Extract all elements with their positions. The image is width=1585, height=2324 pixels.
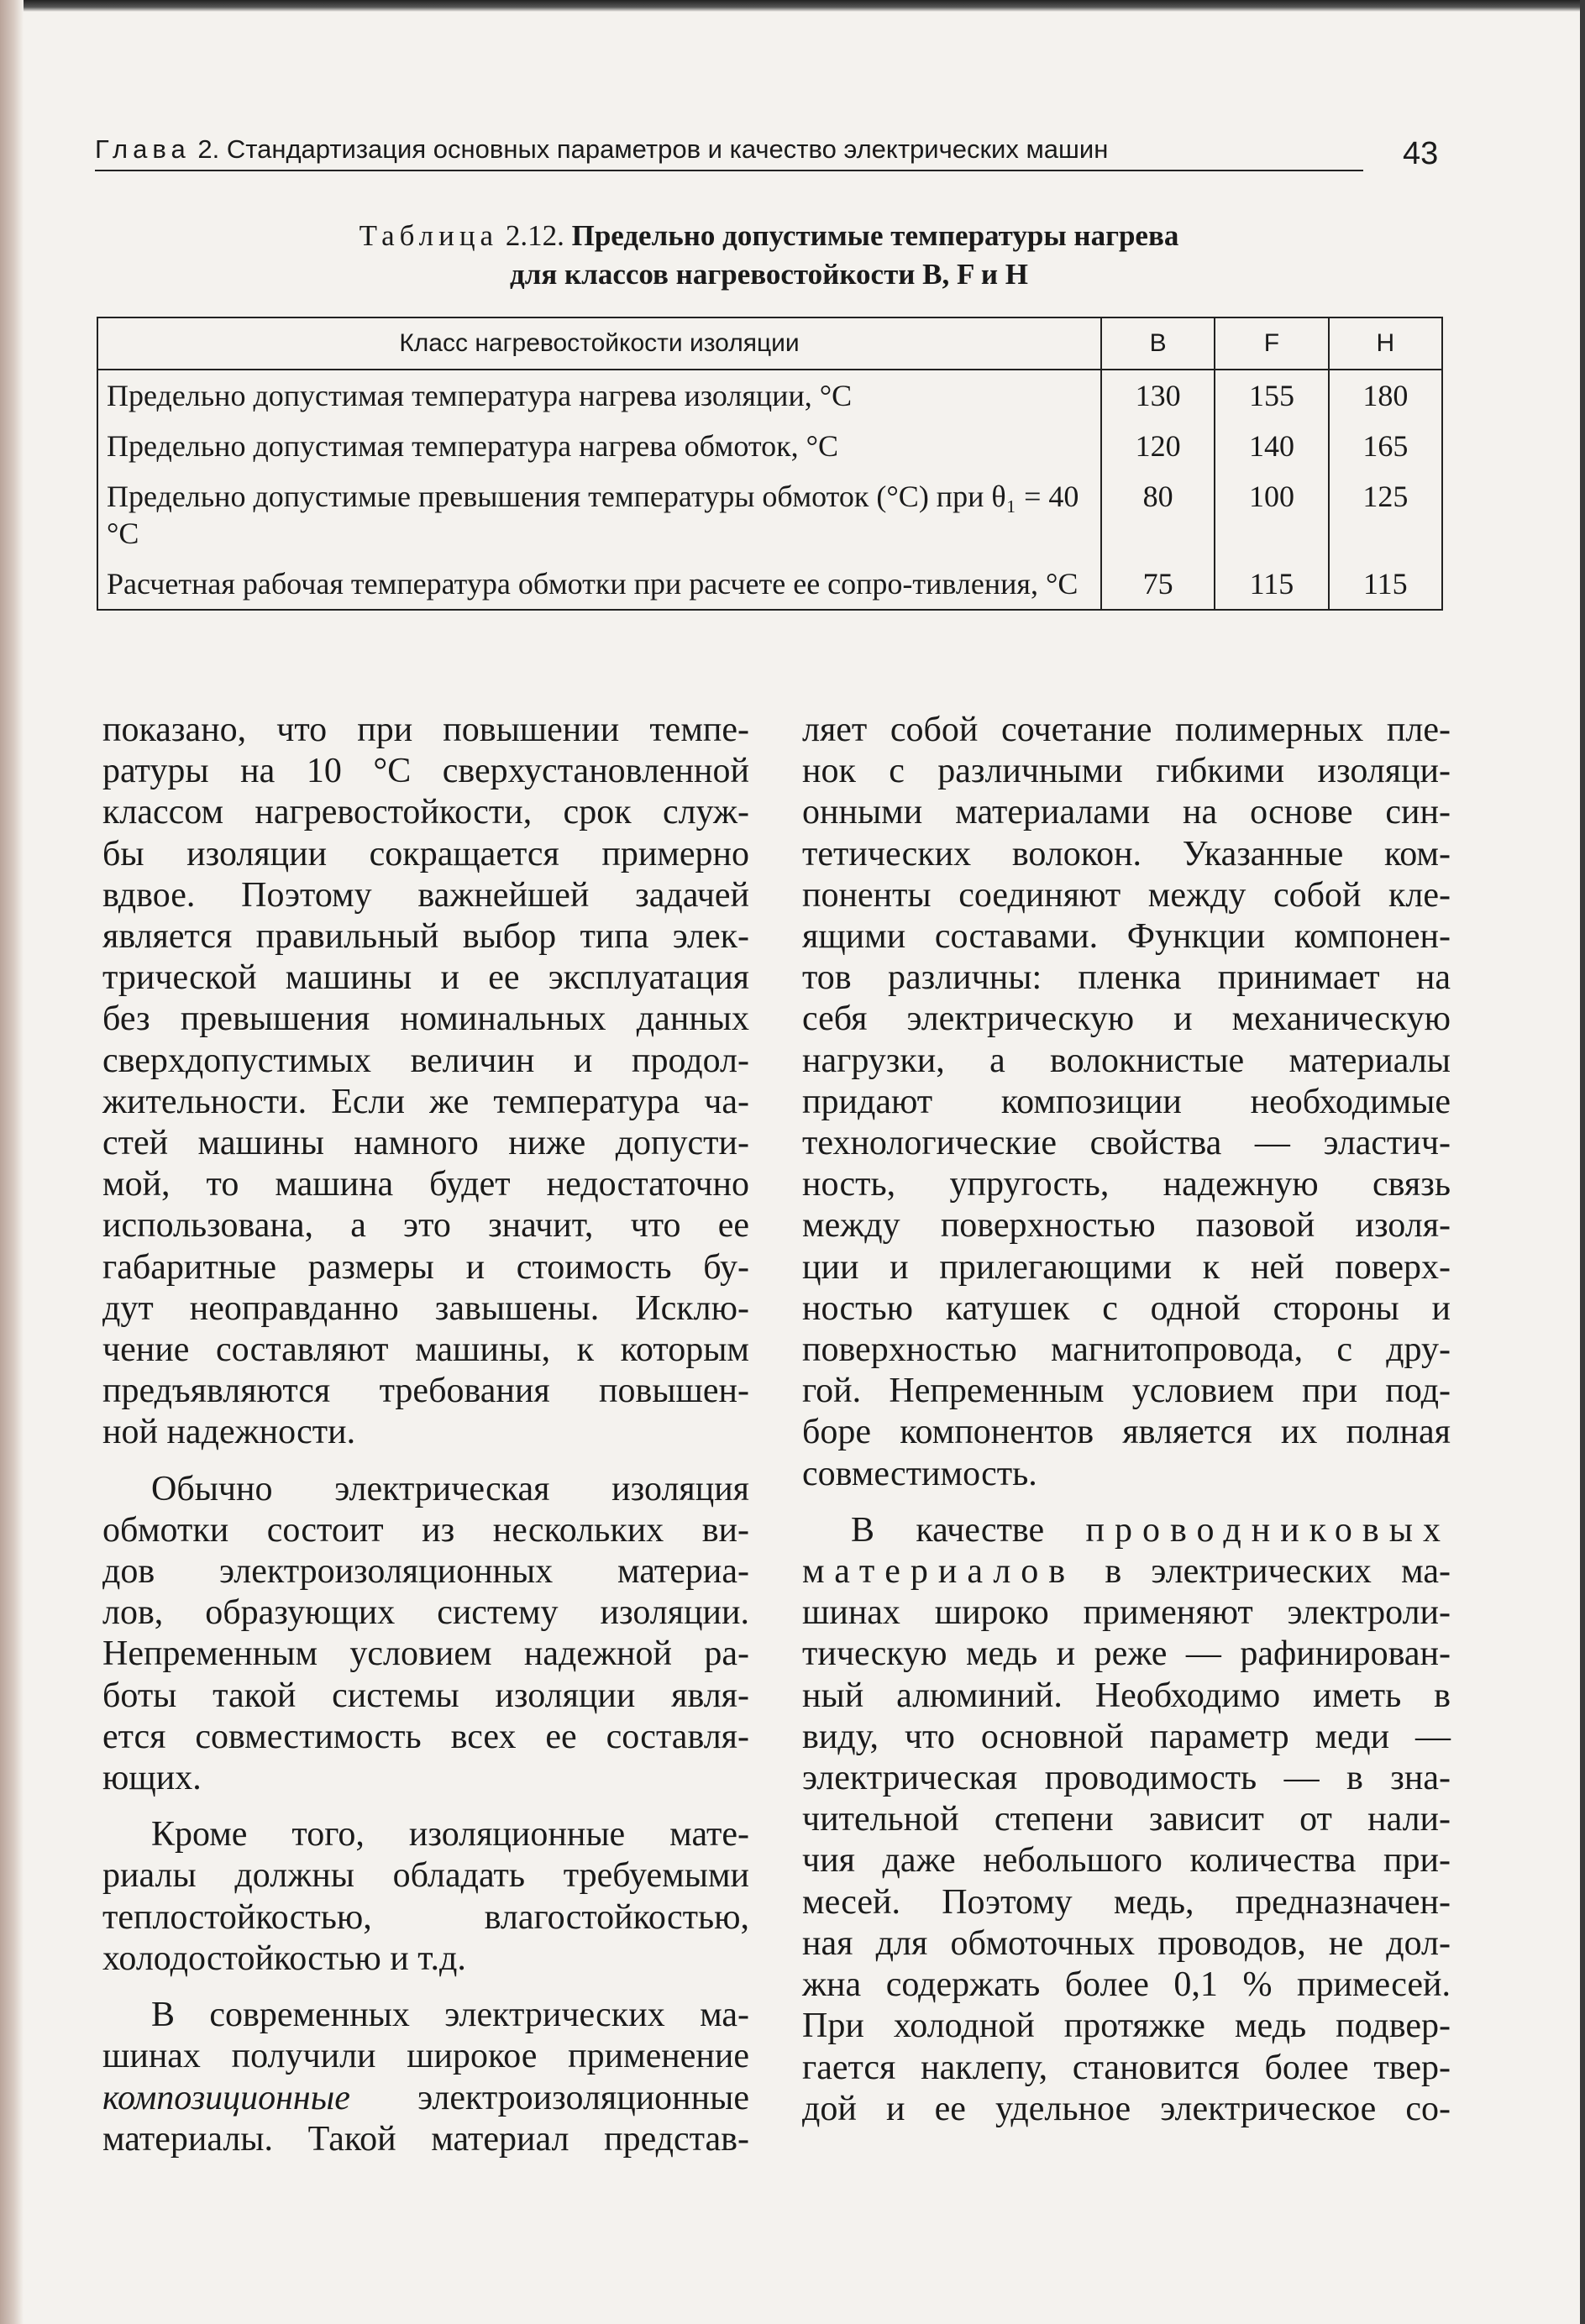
paragraph: [102, 1814, 749, 1980]
column-header-f: F: [1215, 317, 1328, 370]
right-text-column: [802, 710, 1451, 2130]
paragraph-lines: [802, 1592, 1451, 2130]
text-line: придают композиции необходимые: [802, 1082, 1451, 1121]
text-line: гой. Непременным условием при под-: [802, 1372, 1451, 1411]
cell-f: 155: [1215, 370, 1328, 421]
table-row: [97, 471, 1442, 559]
text-line: ции и прилегающими к ней поверх-: [802, 1247, 1451, 1287]
book-spine-shadow: [0, 0, 24, 2324]
text-line: дут неоправданно завышены. Исклю-: [102, 1288, 749, 1328]
text-line: ный алюминий. Необходимо иметь в: [802, 1676, 1451, 1715]
text-line: ностью катушек с одной стороны и: [802, 1288, 1451, 1328]
text-line: Обычно электрическая изоляция: [151, 1469, 749, 1508]
row-label: Предельно допустимая температура нагрева обмоток, °С: [97, 421, 1101, 471]
text-line: [802, 1510, 1451, 1551]
text-line: лов, образующих систему изоляции.: [102, 1593, 749, 1633]
row-label: Предельно допустимая температура нагрева изоляции, °С: [97, 370, 1101, 421]
text-line: поненты соединяют между собой кле-: [802, 875, 1451, 915]
text-line: чение составляют машины, к которым: [102, 1330, 749, 1370]
cell-f: 115: [1215, 559, 1328, 610]
text-line: ной надежности.: [102, 1413, 356, 1452]
table-caption-number: 2.12.: [505, 219, 564, 252]
cell-b: 120: [1101, 421, 1215, 471]
text-line: [802, 1551, 1451, 1592]
text-fragment: В качестве: [851, 1510, 1086, 1550]
text-line: При холодной протяжке медь подвер-: [802, 2007, 1451, 2046]
text-line: электрическая проводимость — в зна-: [802, 1759, 1451, 1798]
row-label: Расчетная рабочая температура обмотки при расчете ее сопро-тивления, °С: [97, 559, 1101, 610]
cell-h: 115: [1329, 559, 1442, 610]
text-line: использована, а это значит, что ее: [102, 1206, 749, 1246]
text-line: технологические свойства — эластич-: [802, 1124, 1451, 1163]
text-line: месей. Поэтому медь, предназначен-: [802, 1882, 1451, 1922]
left-text-column: [102, 710, 749, 2160]
text-line: поверхностью магнитопровода, с дру-: [802, 1330, 1451, 1370]
text-line: тов различны: пленка принимает на: [802, 958, 1451, 998]
text-line: шинах широко применяют электроли-: [802, 1593, 1451, 1633]
text-fragment: электроизоляционные: [349, 2078, 749, 2117]
text-line: онными материалами на основе син-: [802, 793, 1451, 832]
text-line: габаритные размеры и стоимость бу-: [102, 1247, 749, 1287]
text-line: вдвое. Поэтому важнейшей задачей: [102, 875, 749, 915]
text-line: обмотки состоит из нескольких ви-: [102, 1510, 749, 1550]
text-line: без превышения номинальных данных: [102, 999, 749, 1039]
text-line: Непременным условием надежной ра-: [102, 1634, 749, 1674]
spaced-term: материалов: [802, 1552, 1076, 1592]
row-label: Предельно допустимые превышения температуры обмоток (°С) при θ₁ = 40 °С: [97, 471, 1101, 559]
table-header-row: [97, 317, 1442, 370]
text-line: сверхдопустимых величин и продол-: [102, 1041, 749, 1080]
cell-b: 80: [1101, 471, 1215, 559]
text-line: нагрузки, а волокнистые материалы: [802, 1041, 1451, 1080]
column-header-h: H: [1329, 317, 1442, 370]
column-header-b: B: [1101, 317, 1215, 370]
text-line: показано, что при повышении темпе-: [102, 711, 749, 749]
chapter-label: Глава: [95, 134, 191, 164]
table-caption-title-1: Предельно допустимые температуры нагрева: [571, 219, 1179, 252]
temperature-table: [97, 317, 1443, 611]
running-header: [95, 134, 1363, 171]
table-caption-label: Таблица: [359, 219, 499, 252]
text-line: ящими составами. Функции компонен-: [802, 917, 1451, 957]
text-line: Кроме того, изоляционные мате-: [151, 1815, 749, 1854]
text-line: тетических волокон. Указанные ком-: [802, 834, 1451, 873]
italic-term: композиционные: [102, 2078, 350, 2117]
text-line: совместимость.: [802, 1454, 1037, 1493]
text-line: является правильный выбор типа элек-: [102, 917, 749, 957]
text-line: жна содержать более 0,1 % примесей.: [802, 1965, 1451, 2005]
table-row: [97, 370, 1442, 421]
text-line: нок с различными гибкими изоляци-: [802, 752, 1451, 791]
text-line: холодостойкостью и т.д.: [102, 1938, 466, 1978]
text-line: В современных электрических ма-: [151, 1996, 749, 2035]
cell-b: 130: [1101, 370, 1215, 421]
text-line: стей машины намного ниже допусти-: [102, 1124, 749, 1163]
text-line: боре компонентов является их полная: [802, 1413, 1451, 1452]
text-line: материалы. Такой материал представ-: [102, 2119, 749, 2159]
text-line: ляет собой сочетание полимерных пле-: [802, 711, 1451, 749]
paragraph: [102, 1469, 749, 1800]
text-line: чия даже небольшого количества при-: [802, 1841, 1451, 1881]
text-line: классом нагревостойкости, срок служ-: [102, 793, 749, 832]
cell-h: 180: [1329, 370, 1442, 421]
text-line: виду, что основной параметр меди —: [802, 1717, 1451, 1756]
text-line: дой и ее удельное электрическое со-: [802, 2089, 1451, 2128]
text-line: гается наклепу, становится более твер-: [802, 2048, 1451, 2087]
text-line: шинах получили широкое применение: [102, 2037, 749, 2076]
text-line: [102, 2078, 749, 2119]
page-number: 43: [1403, 136, 1439, 171]
spaced-term: проводниковых: [1085, 1510, 1451, 1550]
cell-h: 125: [1329, 471, 1442, 559]
text-line: ратуры на 10 °С сверхустановленной: [102, 752, 749, 791]
column-header-class: Класс нагревостойкости изоляции: [97, 317, 1101, 370]
page-right-edge: [1580, 0, 1585, 2324]
cell-h: 165: [1329, 421, 1442, 471]
table-row: [97, 559, 1442, 610]
text-line: ется совместимость всех ее составля-: [102, 1717, 749, 1756]
text-line: тическую медь и реже — рафинирован-: [802, 1634, 1451, 1674]
text-line: себя электрическую и механическую: [802, 999, 1451, 1039]
text-line: предъявляются требования повышен-: [102, 1372, 749, 1411]
text-line: чительной степени зависит от нали-: [802, 1800, 1451, 1839]
text-line: дов электроизоляционных материа-: [102, 1552, 749, 1592]
text-line: ность, упругость, надежную связь: [802, 1165, 1451, 1204]
text-line: трической машины и ее эксплуатация: [102, 958, 749, 998]
paragraph: [102, 710, 749, 1454]
text-line: теплостойкостью, влагостойкостью,: [102, 1897, 749, 1937]
table-caption-title-2: для классов нагревостойкости B, F и H: [510, 258, 1028, 291]
text-line: боты такой системы изоляции явля-: [102, 1676, 749, 1715]
chapter-title: 2. Стандартизация основных параметров и качество электрических машин: [197, 134, 1109, 164]
text-fragment: в электрических ма-: [1075, 1552, 1451, 1592]
cell-f: 140: [1215, 421, 1328, 471]
text-line: между поверхностью пазовой изоля-: [802, 1206, 1451, 1246]
text-line: риалы должны обладать требуемыми: [102, 1856, 749, 1896]
table-caption: [95, 217, 1443, 294]
text-line: ная для обмоточных проводов, не дол-: [802, 1923, 1451, 1963]
page-top-edge: [0, 0, 1585, 12]
table-row: [97, 421, 1442, 471]
text-line: мой, то машина будет недостаточно: [102, 1165, 749, 1204]
text-line: бы изоляции сокращается примерно: [102, 834, 749, 873]
paragraph: [102, 1995, 749, 2160]
text-line: жительности. Если же температура ча-: [102, 1082, 749, 1121]
text-line: ющих.: [102, 1759, 202, 1798]
paragraph: [802, 710, 1451, 1495]
cell-f: 100: [1215, 471, 1328, 559]
cell-b: 75: [1101, 559, 1215, 610]
paragraph: [802, 1510, 1451, 2130]
